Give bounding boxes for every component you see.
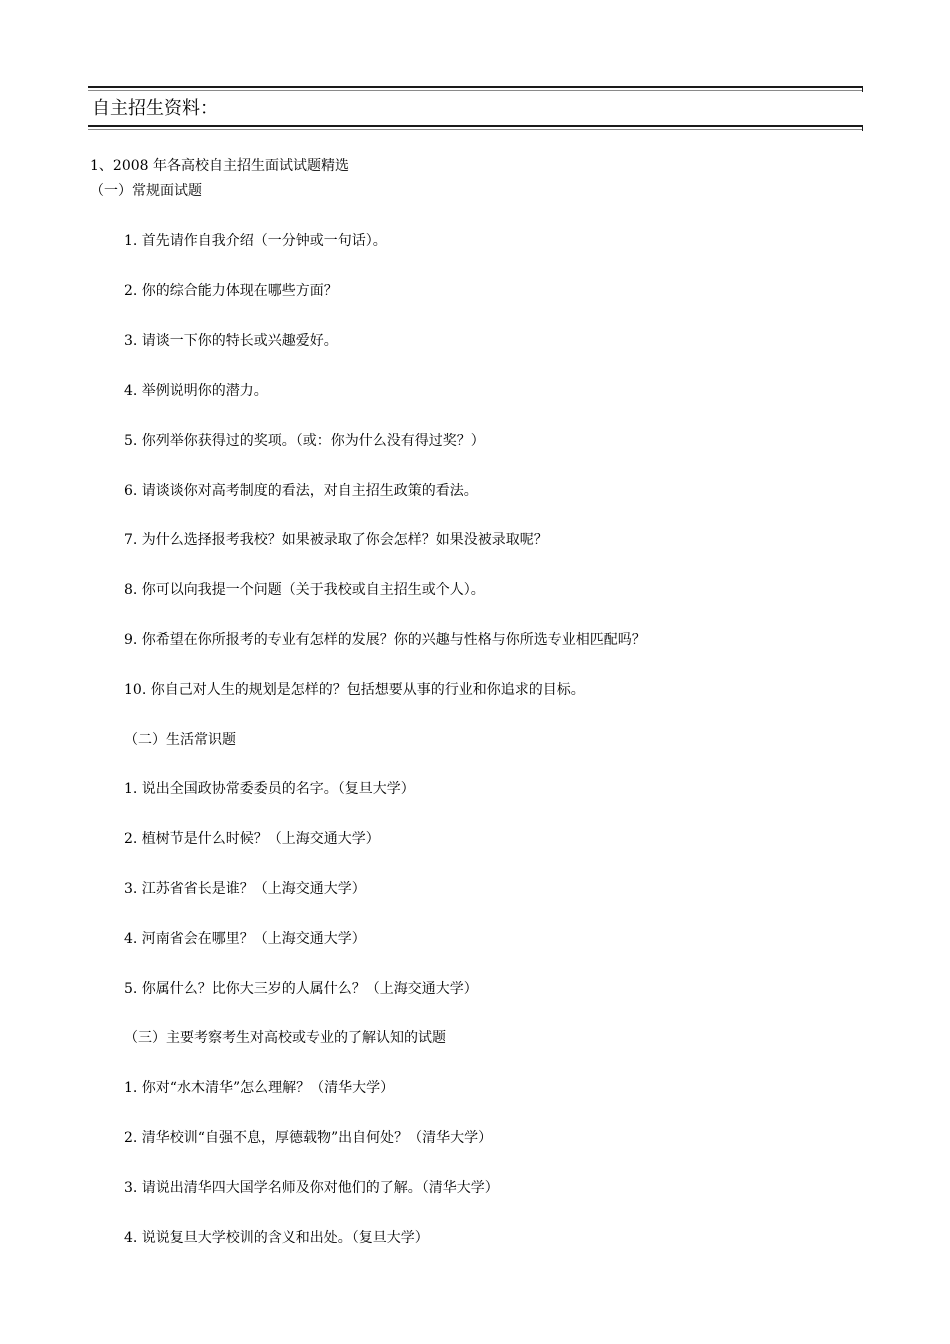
list-item: 3. 江苏省省长是谁？（上海交通大学） (124, 881, 366, 897)
list-item: 2. 植树节是什么时候？（上海交通大学） (124, 831, 380, 847)
list-item: 9. 你希望在你所报考的专业有怎样的发展？你的兴趣与性格与你所选专业相匹配吗？ (124, 632, 646, 648)
list-item: 6. 请谈谈你对高考制度的看法，对自主招生政策的看法。 (124, 483, 478, 499)
list-item: 1. 你对“水木清华”怎么理解？（清华大学） (124, 1080, 395, 1096)
header-rule-bottom-thin (88, 129, 863, 130)
list-item: 10. 你自己对人生的规划是怎样的？包括想要从事的行业和你追求的目标。 (124, 682, 585, 698)
header-title: 自主招生资料： (92, 98, 218, 119)
list-item: 7. 为什么选择报考我校？如果被录取了你会怎样？如果没被录取呢？ (124, 532, 548, 548)
list-item: 8. 你可以向我提一个问题（关于我校或自主招生或个人）。 (124, 582, 485, 598)
header-rule-top-thin (88, 90, 863, 91)
list-item: 3. 请说出清华四大国学名师及你对他们的了解。（清华大学） (124, 1180, 499, 1196)
header-rule-bottom-thick (88, 125, 863, 127)
list-item: 5. 你列举你获得过的奖项。（或：你为什么没有得过奖？） (124, 433, 485, 449)
header-rule-bottom-cap (862, 125, 863, 131)
doc-heading: 1、2008 年各高校自主招生面试试题精选 (90, 158, 349, 174)
header-rule-top-cap (862, 86, 863, 92)
list-item: 4. 举例说明你的潜力。 (124, 383, 268, 399)
list-item: 2. 你的综合能力体现在哪些方面？ (124, 283, 338, 299)
list-item: 4. 河南省会在哪里？（上海交通大学） (124, 931, 366, 947)
list-item: 1. 说出全国政协常委委员的名字。（复旦大学） (124, 781, 415, 797)
list-item: 2. 清华校训“自强不息，厚德载物”出自何处？（清华大学） (124, 1130, 493, 1146)
list-item: 5. 你属什么？比你大三岁的人属什么？（上海交通大学） (124, 981, 478, 997)
section-title-university: （三）主要考察考生对高校或专业的了解认知的试题 (124, 1030, 446, 1046)
list-item: 4. 说说复旦大学校训的含义和出处。（复旦大学） (124, 1230, 429, 1246)
section-title-general: （一）常规面试题 (90, 183, 202, 199)
header-rule-top-thick (88, 86, 863, 88)
list-item: 1. 首先请作自我介绍（一分钟或一句话）。 (124, 233, 387, 249)
section-title-life: （二）生活常识题 (124, 732, 236, 748)
list-item: 3. 请谈一下你的特长或兴趣爱好。 (124, 333, 338, 349)
